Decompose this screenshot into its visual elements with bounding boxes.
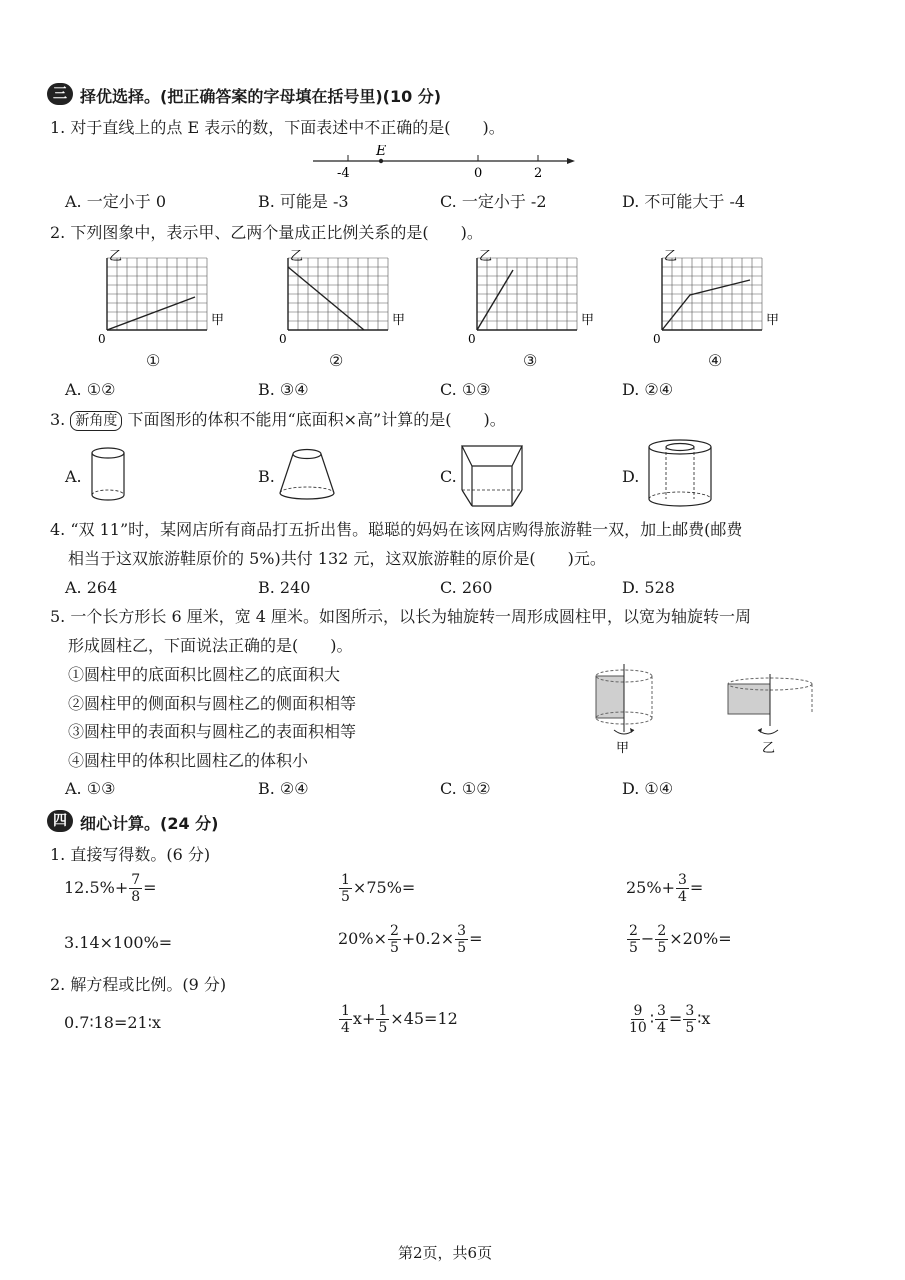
option-c[interactable]: C. ①③	[440, 380, 491, 399]
prism-shape	[458, 440, 528, 510]
svg-text:甲: 甲	[616, 741, 630, 756]
option-d[interactable]: D. ①④	[622, 779, 674, 798]
graph-4	[650, 250, 785, 345]
option-d[interactable]: D. 528	[622, 578, 675, 597]
option-a[interactable]: A. 一定小于 0	[65, 192, 166, 211]
question-5-line1: 5. 一个长方形长 6 厘米，宽 4 厘米。如图所示，以长为轴旋转一周形成圆柱甲，以宽为轴旋转一周	[50, 607, 752, 626]
expression: $\frac{1}{5}$ ×75%=	[341, 872, 416, 905]
graph-caption: ②	[329, 351, 344, 370]
graph-grid	[288, 258, 388, 330]
calc-1-title: 1. 直接写得数。(6 分)	[50, 845, 211, 864]
svg-text:0: 0	[98, 332, 106, 345]
svg-text:乙: 乙	[479, 250, 493, 264]
graph-grid	[107, 258, 207, 330]
question-2-stem: 2. 下列图象中，表示甲、乙两个量成正比例关系的是( )。	[50, 223, 483, 242]
option-d[interactable]: D. ②④	[622, 380, 674, 399]
option-c[interactable]: C. 一定小于 -2	[440, 192, 547, 211]
option-b[interactable]: B. ②④	[258, 779, 309, 798]
page-footer: 第2页，共6页	[398, 1244, 493, 1262]
graph-caption: ④	[708, 351, 723, 370]
calc-2-title: 2. 解方程或比例。(9 分)	[50, 975, 227, 994]
svg-text:乙: 乙	[762, 741, 776, 756]
option-c[interactable]: C. ①②	[440, 779, 491, 798]
section-title: 细心计算。(24 分)	[80, 814, 219, 833]
option-b[interactable]: B. 可能是 -3	[258, 192, 349, 211]
graph-caption: ③	[523, 351, 538, 370]
cylinder-jia-figure	[590, 662, 665, 757]
svg-text:0: 0	[279, 332, 287, 345]
question-4-line1: 4. “双 11”时，某网店所有商品打五折出售。聪聪的妈妈在该网店购得旅游鞋一双，加上邮费(邮费	[50, 520, 743, 539]
cylinder-shape	[86, 445, 131, 505]
tick-label: 0	[474, 166, 483, 181]
svg-text:甲: 甲	[766, 313, 780, 328]
graph-1	[95, 250, 230, 345]
question-3-stem	[50, 410, 506, 431]
option-c[interactable]: C. 260	[440, 578, 493, 597]
expression: 20%× $\frac{2}{5}$ +0.2× $\frac{3}{5}$ =	[338, 923, 483, 956]
point-e-label: E	[376, 145, 387, 159]
option-c[interactable]: C.	[440, 467, 457, 486]
section-title: 择优选择。(把正确答案的字母填在括号里)(10 分)	[80, 87, 442, 106]
svg-text:甲: 甲	[581, 313, 595, 328]
equation: $\frac{9}{10}$ ∶ $\frac{3}{4}$ = $\frac{3}{5}$ ∶x	[629, 1003, 711, 1036]
svg-text:乙: 乙	[664, 250, 678, 264]
equation: 0.7∶18=21∶x	[64, 1013, 161, 1032]
equation: $\frac{1}{4}$ x+ $\frac{1}{5}$ ×45=12	[341, 1003, 458, 1036]
frustum-shape	[275, 445, 340, 505]
expression: $\frac{2}{5}$ − $\frac{2}{5}$ ×20%=	[629, 923, 732, 956]
option-a[interactable]: A. ①③	[65, 779, 116, 798]
statement-1: ①圆柱甲的底面积比圆柱乙的底面积大	[68, 665, 341, 684]
question-4-line2: 相当于这双旅游鞋原价的 5%)共付 132 元，这双旅游鞋的原价是( )元。	[68, 549, 606, 568]
expression: 12.5%+ $\frac{7}{8}$ =	[64, 872, 157, 905]
option-b[interactable]: B.	[258, 467, 275, 486]
option-b[interactable]: B. ③④	[258, 380, 309, 399]
graph-caption: ①	[146, 351, 161, 370]
hollow-cylinder-shape	[643, 437, 718, 512]
tick-label: 2	[534, 166, 543, 181]
graph-grid	[477, 258, 577, 330]
graph-3	[465, 250, 600, 345]
statement-2: ②圆柱甲的侧面积与圆柱乙的侧面积相等	[68, 694, 357, 713]
statement-4: ④圆柱甲的体积比圆柱乙的体积小	[68, 751, 309, 770]
svg-text:0: 0	[653, 332, 661, 345]
svg-text:甲: 甲	[211, 313, 225, 328]
cylinder-yi-figure	[718, 668, 818, 758]
number-line-figure	[305, 145, 580, 183]
svg-text:甲: 甲	[392, 313, 406, 328]
svg-text:乙: 乙	[290, 250, 304, 264]
option-b[interactable]: B. 240	[258, 578, 311, 597]
expression: 3.14×100%=	[64, 933, 173, 952]
expression: 25%+ $\frac{3}{4}$ =	[626, 872, 704, 905]
option-a[interactable]: A.	[65, 467, 82, 486]
question-1-stem: 1. 对于直线上的点 E 表示的数，下面表述中不正确的是( )。	[50, 118, 505, 137]
tick-label: -4	[337, 166, 350, 181]
section-badge: 四	[47, 810, 73, 832]
graph-grid	[662, 258, 762, 330]
option-d[interactable]: D. 不可能大于 -4	[622, 192, 746, 211]
question-5-line2: 形成圆柱乙，下面说法正确的是( )。	[68, 636, 353, 655]
svg-text:乙: 乙	[109, 250, 123, 264]
option-a[interactable]: A. 264	[65, 578, 118, 597]
svg-text:0: 0	[468, 332, 476, 345]
option-a[interactable]: A. ①②	[65, 380, 116, 399]
statement-3: ③圆柱甲的表面积与圆柱乙的表面积相等	[68, 722, 357, 741]
option-d[interactable]: D.	[622, 467, 640, 486]
question-number: 3.	[50, 410, 66, 429]
new-angle-tag: 新角度	[70, 411, 122, 431]
question-text: 下面图形的体积不能用“底面积×高”计算的是( )。	[127, 410, 506, 429]
graph-2	[276, 250, 411, 345]
section-badge: 三	[47, 83, 73, 105]
